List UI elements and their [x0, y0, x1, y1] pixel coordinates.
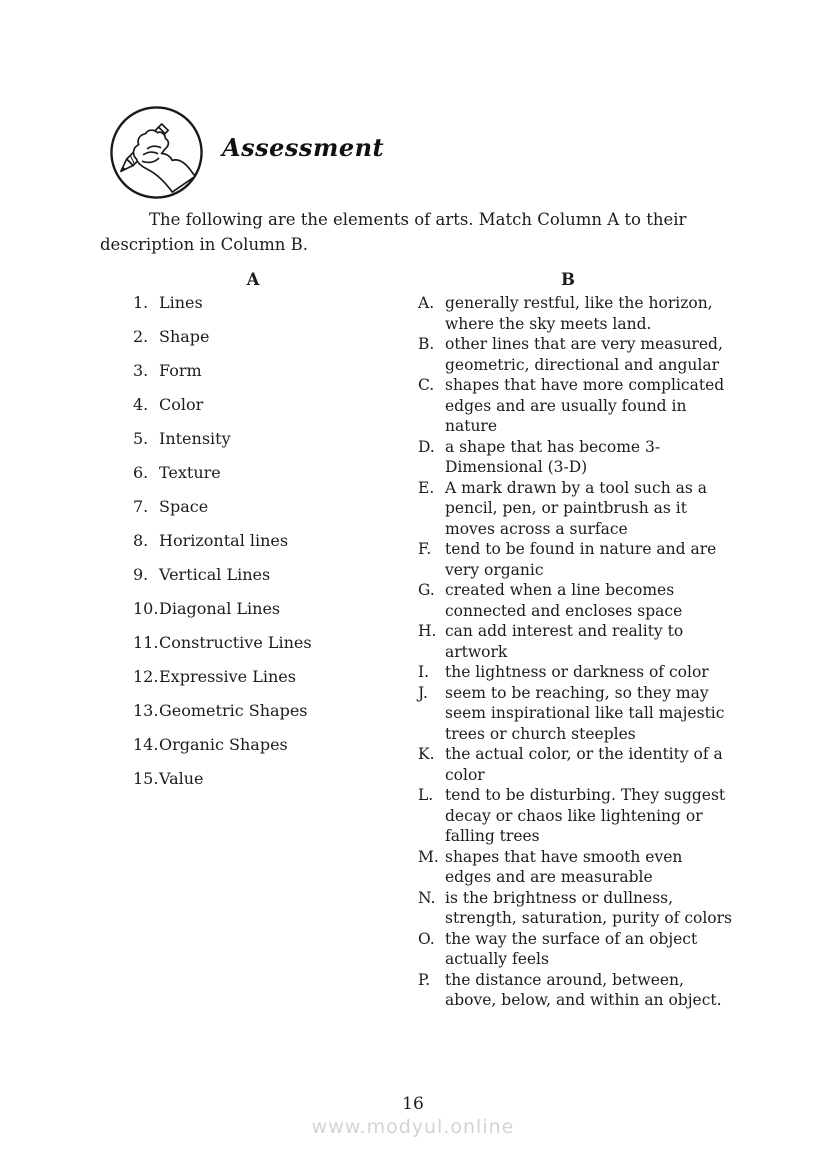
column-b-item: [418, 744, 732, 785]
column-a-item: [133, 327, 312, 347]
column-a-item: [133, 565, 312, 585]
column-b-item: [418, 375, 732, 437]
item-letter: G.: [418, 581, 435, 599]
item-text: generally restful, like the horizon, where the sky meets land.: [445, 294, 713, 333]
column-b-item: [418, 621, 732, 662]
item-text: is the brightness or dullness, strength, saturation, purity of colors: [445, 888, 732, 927]
item-letter: D.: [418, 437, 435, 456]
item-text: A mark drawn by a tool such as a pencil, pen, or paintbrush as it moves across a surface: [445, 478, 707, 538]
item-text: tend to be found in nature and are very organic: [445, 540, 717, 579]
item-number: 5.: [133, 429, 149, 448]
column-b-list: [418, 293, 732, 1011]
item-letter: I.: [418, 663, 430, 681]
item-letter: O.: [418, 929, 435, 948]
item-letter: E.: [418, 478, 435, 497]
item-number: 9.: [133, 565, 149, 584]
item-label: Lines: [159, 293, 203, 312]
item-label: Vertical Lines: [159, 565, 271, 584]
item-text: the distance around, between, above, below, and within an object.: [445, 970, 722, 1009]
item-text: shapes that have more complicated edges and are usually found in nature: [445, 376, 725, 435]
item-label: Texture: [159, 463, 221, 482]
item-letter: P.: [418, 970, 431, 989]
column-b-item: [418, 539, 732, 580]
item-text: seem to be reaching, so they may seem inspirational like tall majestic trees or church steeples: [445, 683, 725, 743]
column-b-item: [418, 293, 732, 334]
column-b-item: [418, 970, 732, 1011]
item-number: 12.: [133, 667, 159, 686]
column-a-item: [133, 497, 312, 517]
item-number: 11.: [133, 633, 159, 652]
column-a-item: [133, 633, 312, 653]
item-letter: A.: [418, 294, 435, 312]
item-label: Shape: [159, 327, 210, 346]
column-a-item: [133, 735, 312, 755]
column-a-header: A: [246, 270, 260, 289]
item-letter: B.: [418, 335, 435, 353]
item-label: Geometric Shapes: [159, 701, 308, 720]
item-text: the lightness or darkness of color: [445, 663, 709, 681]
item-letter: N.: [418, 888, 436, 907]
item-text: the way the surface of an object actually feels: [445, 929, 698, 968]
column-a-item: [133, 395, 312, 415]
column-b-item: [418, 478, 732, 540]
column-b-item: [418, 847, 732, 888]
column-b-item: [418, 334, 732, 375]
item-text: can add interest and reality to artwork: [445, 622, 684, 661]
item-number: 3.: [133, 361, 149, 380]
item-text: shapes that have smooth even edges and are measurable: [445, 847, 683, 886]
item-label: Organic Shapes: [159, 735, 288, 754]
item-letter: L.: [418, 786, 434, 804]
item-text: tend to be disturbing. They suggest decay or chaos like lightening or falling trees: [445, 786, 726, 845]
instructions-text: The following are the elements of arts. Match Column A to their description in Column B.: [100, 210, 687, 254]
column-b-header: B: [561, 270, 575, 289]
column-a-item: [133, 599, 312, 619]
item-number: 7.: [133, 497, 149, 516]
column-b-item: [418, 437, 732, 478]
column-b-item: [418, 929, 732, 970]
item-number: 14.: [133, 735, 159, 754]
item-number: 2.: [133, 327, 149, 346]
item-label: Value: [159, 769, 204, 788]
item-number: 6.: [133, 463, 149, 482]
column-a-item: [133, 531, 312, 551]
writing-hand-icon: [107, 103, 206, 202]
column-b-item: [418, 683, 732, 745]
item-letter: F.: [418, 540, 432, 558]
item-label: Space: [159, 497, 209, 516]
item-number: 8.: [133, 531, 149, 550]
item-letter: M.: [418, 847, 439, 866]
column-a-item: [133, 361, 312, 381]
item-letter: H.: [418, 622, 437, 640]
column-a-item: [133, 667, 312, 687]
item-label: Diagonal Lines: [159, 599, 281, 618]
column-a-item: [133, 463, 312, 483]
item-number: 10.: [133, 599, 159, 618]
item-label: Intensity: [159, 429, 231, 448]
page-number: 16: [402, 1094, 424, 1114]
column-a-item: [133, 769, 312, 789]
column-a-item: [133, 293, 312, 313]
item-label: Constructive Lines: [159, 633, 312, 652]
column-a-item: [133, 429, 312, 449]
item-text: a shape that has become 3-Dimensional (3-D): [445, 437, 661, 476]
column-b-item: [418, 580, 732, 621]
item-text: other lines that are very measured, geometric, directional and angular: [445, 335, 723, 374]
column-b-item: [418, 888, 732, 929]
item-label: Form: [159, 361, 202, 380]
item-letter: K.: [418, 745, 435, 763]
column-b-item: [418, 662, 732, 683]
item-letter: J.: [418, 683, 428, 702]
item-label: Horizontal lines: [159, 531, 289, 550]
item-number: 4.: [133, 395, 149, 414]
column-a-item: [133, 701, 312, 721]
watermark: www.modyul.online: [311, 1116, 515, 1138]
page-title: Assessment: [222, 133, 385, 162]
item-number: 15.: [133, 769, 159, 788]
column-b-item: [418, 785, 732, 847]
item-text: the actual color, or the identity of a color: [445, 745, 723, 784]
column-a-list: [133, 293, 312, 803]
item-number: 13.: [133, 701, 159, 720]
item-letter: C.: [418, 376, 435, 394]
item-text: created when a line becomes connected and encloses space: [445, 581, 683, 620]
item-label: Expressive Lines: [159, 667, 296, 686]
item-label: Color: [159, 395, 204, 414]
item-number: 1.: [133, 293, 149, 312]
